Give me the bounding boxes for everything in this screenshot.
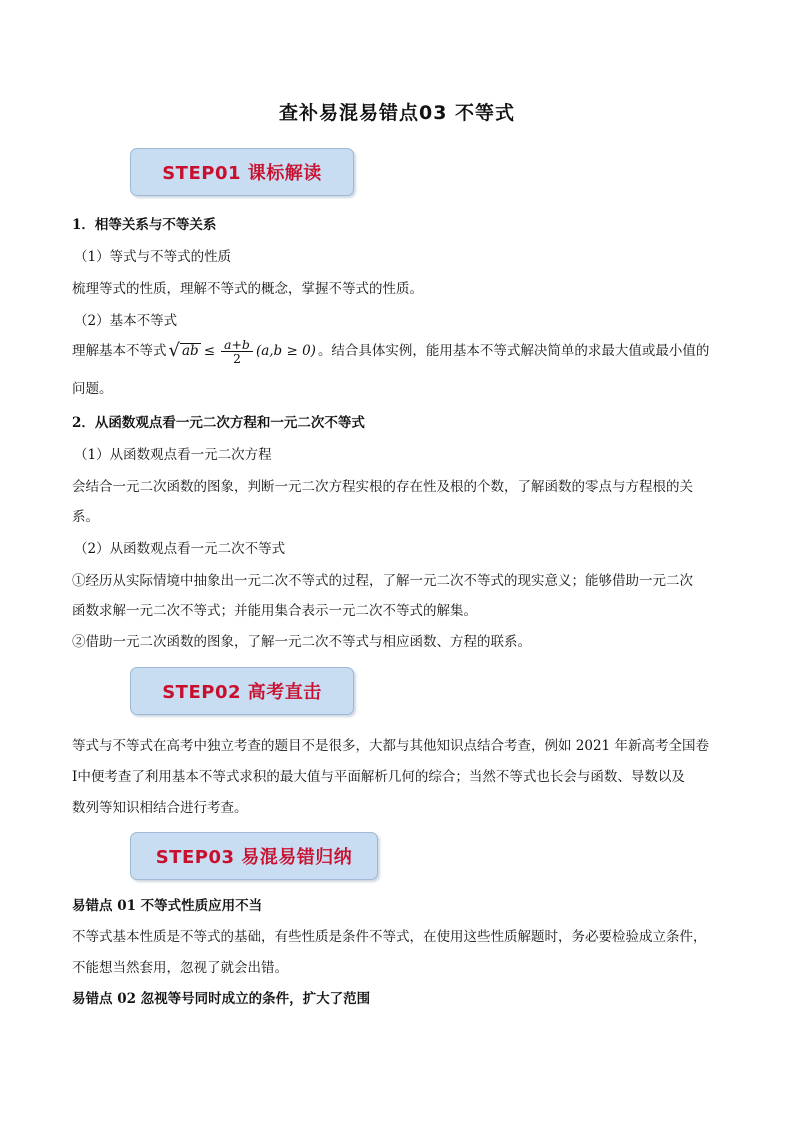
error01-line2: 不能想当然套用，忽视了就会出错。 bbox=[72, 960, 288, 976]
error01-line1: 不等式基本性质是不等式的基础，有些性质是条件不等式，在使用这些性质解题时，务必要检验成立条件， bbox=[72, 929, 707, 945]
sqrt-sign: √ bbox=[168, 340, 180, 361]
step01-banner: STEP01 课标解读 bbox=[130, 148, 354, 196]
leq-sign: ≤ bbox=[203, 343, 215, 359]
section1-heading: 1．相等关系与不等关系 bbox=[72, 217, 217, 233]
section2-item2: ②借助一元二次函数的图象，了解一元二次不等式与相应函数、方程的联系。 bbox=[72, 634, 531, 650]
section1-sub1: （1）等式与不等式的性质 bbox=[74, 249, 232, 265]
fraction-denominator: 2 bbox=[232, 350, 241, 366]
basic-inequality-line bbox=[72, 334, 732, 368]
section2-sub1-line2: 系。 bbox=[72, 509, 99, 525]
basic-inequality-pre: 理解基本不等式 bbox=[72, 343, 167, 359]
gaokao-line1: 等式与不等式在高考中独立考查的题目不是很多，大都与其他知识点结合考查，例如 2021 年新高考全国卷 bbox=[72, 738, 709, 754]
basic-inequality-post: 。结合具体实例，能用基本不等式解决简单的求最大值或最小值的 bbox=[317, 343, 710, 359]
section1-sub2: （2）基本不等式 bbox=[74, 313, 178, 329]
section2-item1-line2: 函数求解一元二次不等式；并能用集合表示一元二次不等式的解集。 bbox=[72, 603, 477, 619]
fraction-numerator: a+b bbox=[221, 338, 253, 352]
fraction bbox=[221, 338, 253, 365]
error01-title: 易错点 01 不等式性质应用不当 bbox=[72, 898, 263, 914]
section1-sub1-text: 梳理等式的性质，理解不等式的概念，掌握不等式的性质。 bbox=[72, 281, 423, 297]
sqrt-expression bbox=[168, 340, 201, 361]
section2-heading: 2．从函数观点看一元二次方程和一元二次不等式 bbox=[72, 415, 365, 431]
section1-sub2-line2: 问题。 bbox=[72, 381, 113, 397]
section2-item1-line1: ①经历从实际情境中抽象出一元二次不等式的过程，了解一元二次不等式的现实意义；能够借助一元二次 bbox=[72, 573, 693, 589]
section2-sub1: （1）从函数观点看一元二次方程 bbox=[74, 447, 272, 463]
section2-sub1-line1: 会结合一元二次函数的图象，判断一元二次方程实根的存在性及根的个数，了解函数的零点与方程根的关 bbox=[72, 479, 693, 495]
sqrt-radicand: ab bbox=[181, 343, 199, 359]
section2-sub2: （2）从函数观点看一元二次不等式 bbox=[74, 541, 286, 557]
gaokao-line3: 数列等知识相结合进行考查。 bbox=[72, 800, 248, 816]
page-title: 查补易混易错点03 不等式 bbox=[278, 102, 516, 124]
error02-title: 易错点 02 忽视等号同时成立的条件，扩大了范围 bbox=[72, 991, 371, 1007]
step02-banner: STEP02 高考直击 bbox=[130, 667, 354, 715]
basic-inequality-formula bbox=[169, 338, 316, 365]
gaokao-line2: Ⅰ中便考查了利用基本不等式求积的最大值与平面解析几何的综合；当然不等式也长会与函数、导数以及 bbox=[72, 769, 685, 785]
step03-banner: STEP03 易混易错归纳 bbox=[130, 832, 378, 880]
formula-condition: (a,b ≥ 0) bbox=[255, 343, 316, 359]
